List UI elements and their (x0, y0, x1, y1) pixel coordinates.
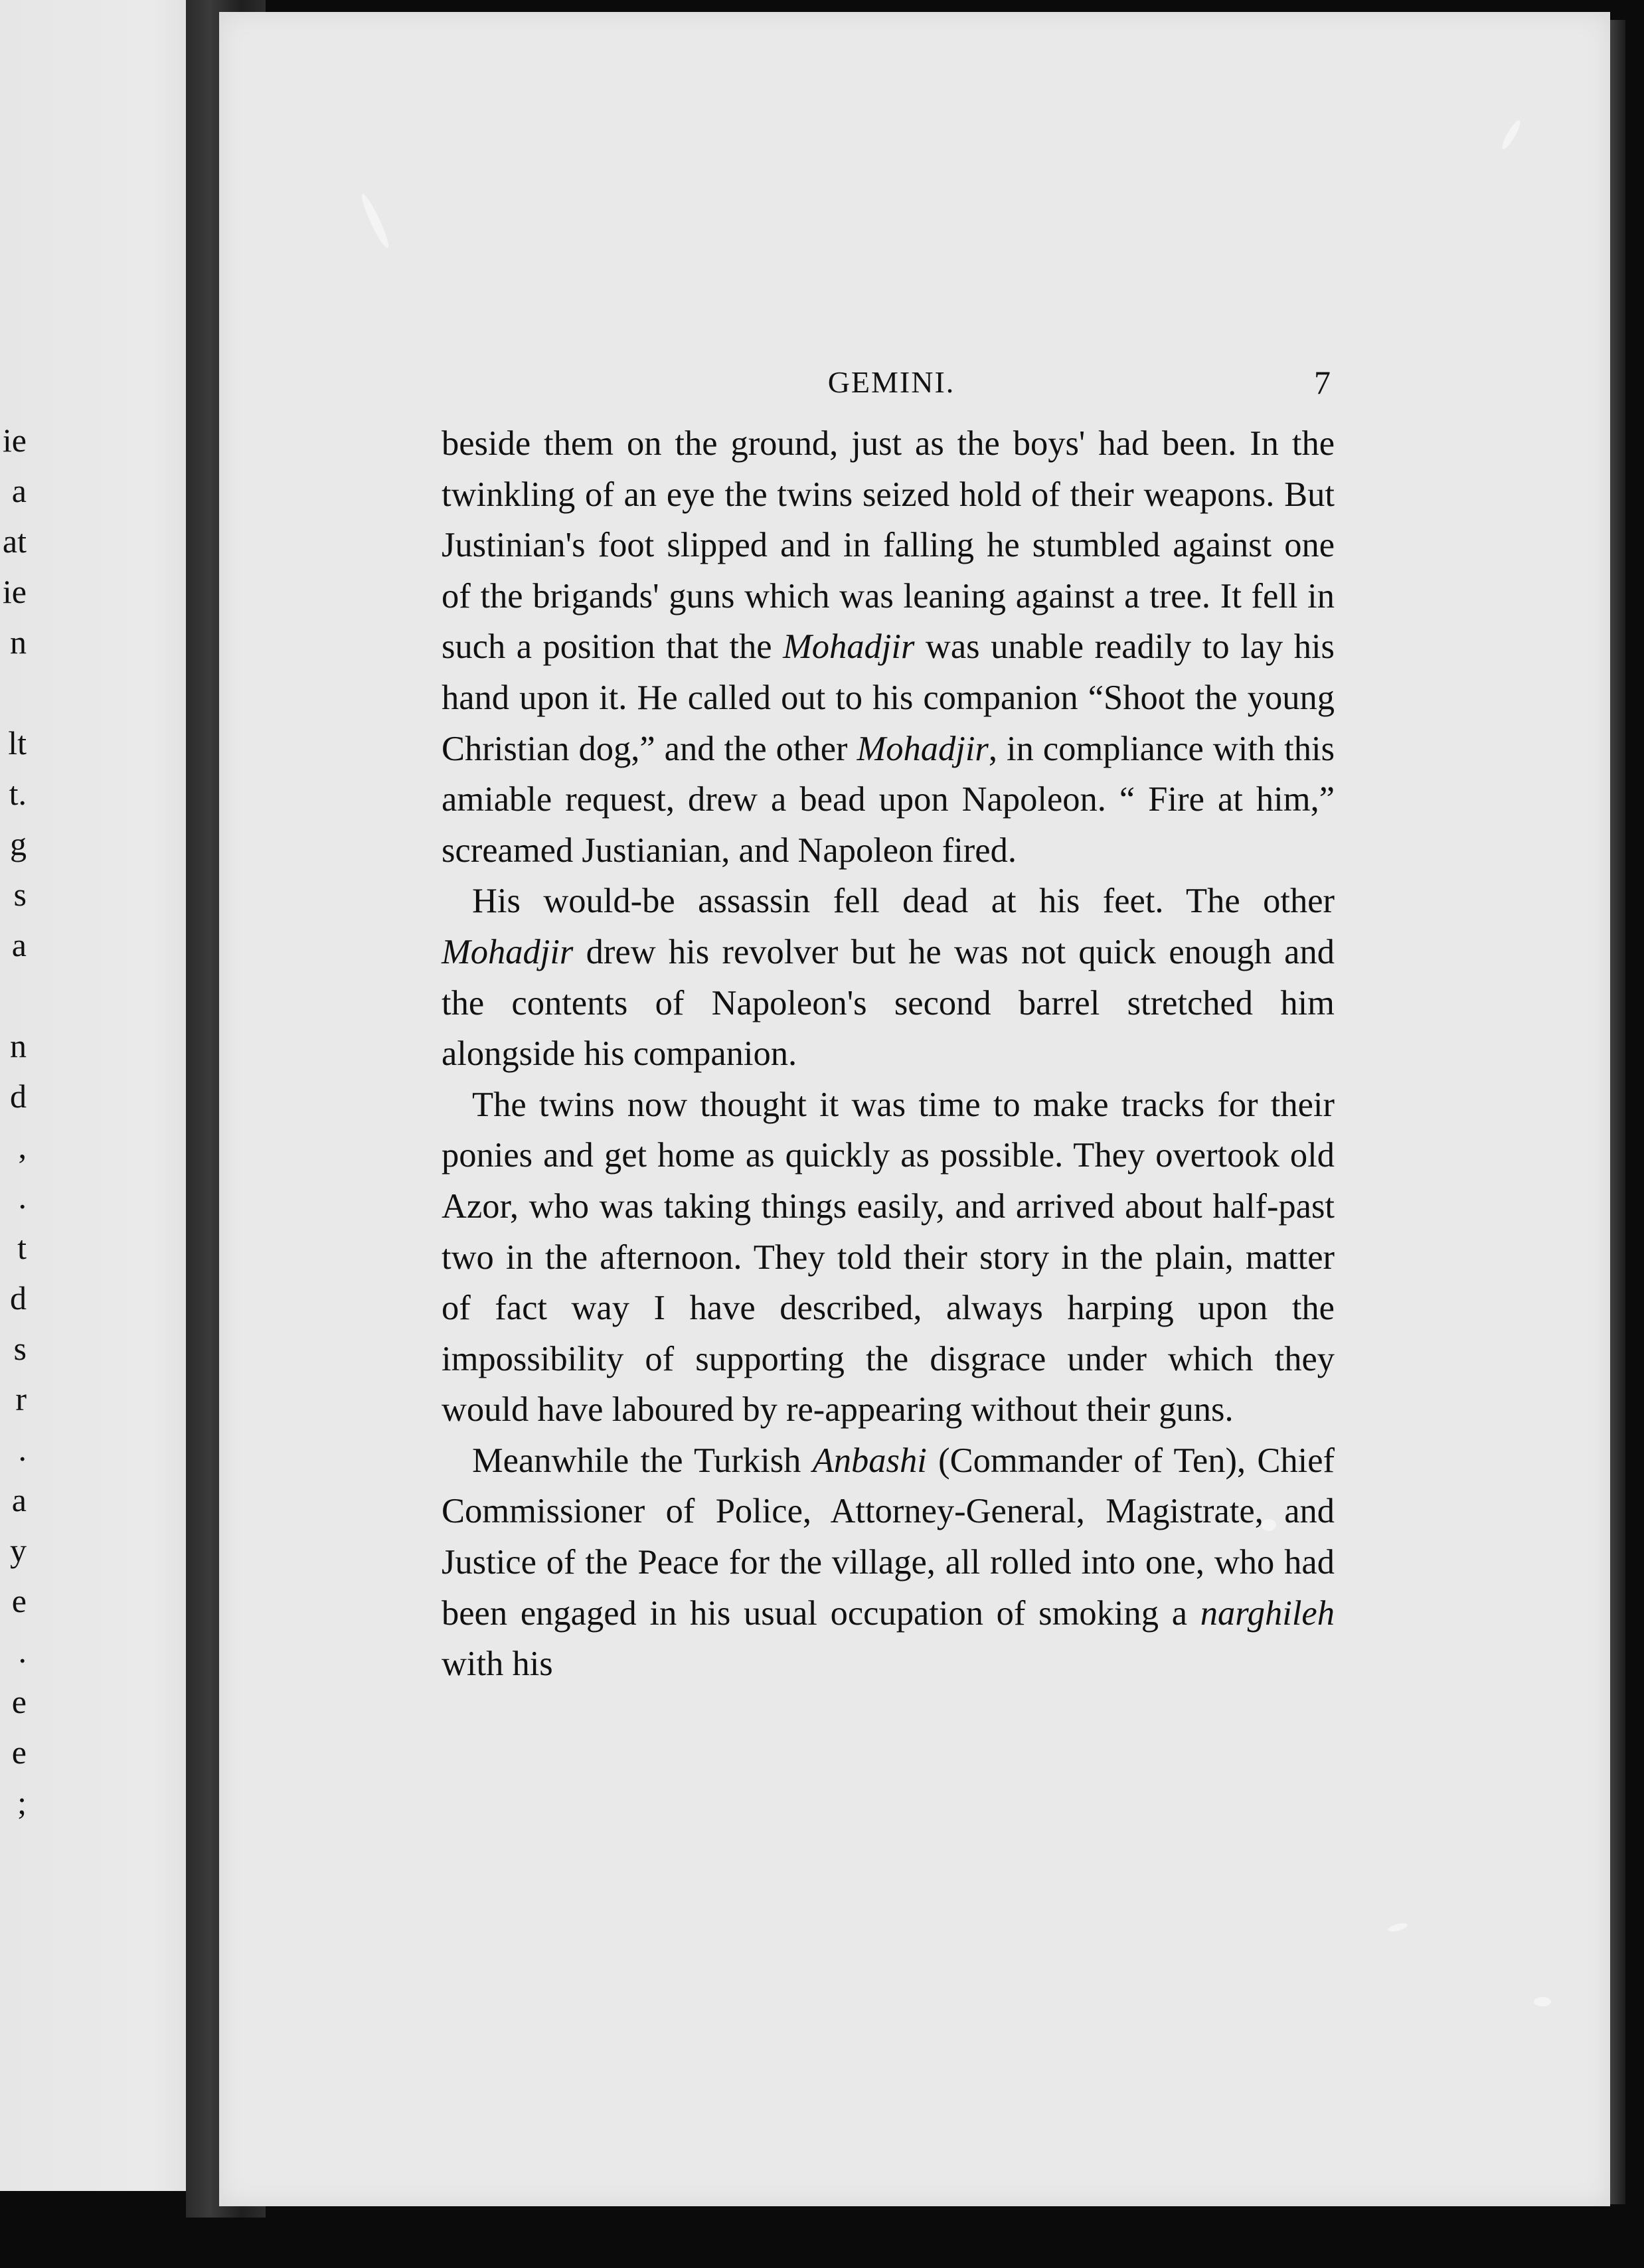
running-title: GEMINI. (827, 365, 955, 399)
left-fragment: a (11, 1481, 27, 1518)
left-fragment: . (18, 1633, 27, 1670)
left-fragment: at (2, 523, 27, 560)
left-fragment: e (11, 1734, 27, 1771)
left-fragment: ie (2, 422, 27, 459)
left-fragment: ; (17, 1784, 27, 1821)
text-run: with his (442, 1645, 553, 1684)
italic-term: narghileh (1200, 1593, 1335, 1633)
text-run: , in compliance with this amiable request, drew a bead upon Napoleon. “ Fire at him,” screamed Justianian, and Napoleon fired. (442, 729, 1335, 870)
italic-term: Mohadjir (783, 627, 915, 667)
left-fragment: e (11, 1683, 27, 1720)
left-fragment: n (10, 1027, 27, 1064)
left-fragment: d (10, 1078, 27, 1115)
italic-term: Mohadjir (442, 932, 574, 971)
left-fragment: n (10, 623, 27, 661)
text-run: beside them on the ground, just as the boys' had been. In the twinkling of an eye the twins seized hold of their weapons. But Justinian's foot slipped and in falling he stumbled against one of the brigands' guns which was leaning against a tree. It fell in such a position that the (442, 424, 1335, 667)
italic-term: Mohadjir (857, 729, 989, 768)
left-fragment (0, 667, 27, 718)
left-fragment: ie (2, 573, 27, 610)
left-fragment: y (10, 1532, 27, 1569)
text-run: His would-be assassin fell dead at his feet. The other (472, 882, 1335, 921)
left-fragment: s (13, 1330, 27, 1367)
paragraph (442, 876, 1335, 1079)
left-fragment: g (10, 825, 27, 862)
left-fragment: t (17, 1229, 27, 1266)
text-run: (Commander of Ten), Chief Commissioner of Police, Attorney-General, Magistrate, and Justice of the Peace for the village, all rolled into one, who had been engaged in his usual occupation of smoking a (442, 1441, 1335, 1633)
text-run: Meanwhile the Turkish (472, 1441, 813, 1480)
running-head (442, 355, 1341, 408)
left-page-text-fragments (0, 415, 27, 1828)
paragraph (442, 1080, 1335, 1435)
paragraph (442, 1435, 1335, 1690)
page-number: 7 (1314, 364, 1331, 401)
left-fragment: , (18, 1128, 27, 1165)
left-fragment: . (18, 1431, 27, 1468)
italic-term: Anbashi (812, 1441, 927, 1480)
text-run: was unable readily to lay his hand upon it. He called out to his companion “Shoot the young Christian dog,” and the other (442, 627, 1335, 768)
left-fragment (0, 970, 27, 1020)
left-fragment: s (13, 876, 27, 913)
text-run: drew his revolver but he was not quick enough and the contents of Napoleon's second barrel stretched him alongside his companion. (442, 932, 1335, 1074)
left-fragment: e (11, 1582, 27, 1619)
left-fragment: a (11, 472, 27, 509)
body-text (442, 418, 1335, 1690)
paragraph (442, 418, 1335, 876)
text-run: The twins now thought it was time to make tracks for their ponies and get home as quickly as possible. They overtook old Azor, who was taking things easily, and arrived about half-past two in the afternoon. They told their story in the plain, matter of fact way I have described, always harping upon the impossibility of supporting the disgrace under which they would have laboured by re-appearing without their guns. (442, 1085, 1335, 1429)
left-fragment: . (18, 1178, 27, 1216)
left-fragment: a (11, 926, 27, 963)
left-fragment: d (10, 1279, 27, 1317)
left-fragment: r (15, 1380, 27, 1418)
left-fragment: lt (8, 724, 27, 762)
left-fragment: t. (9, 775, 27, 812)
